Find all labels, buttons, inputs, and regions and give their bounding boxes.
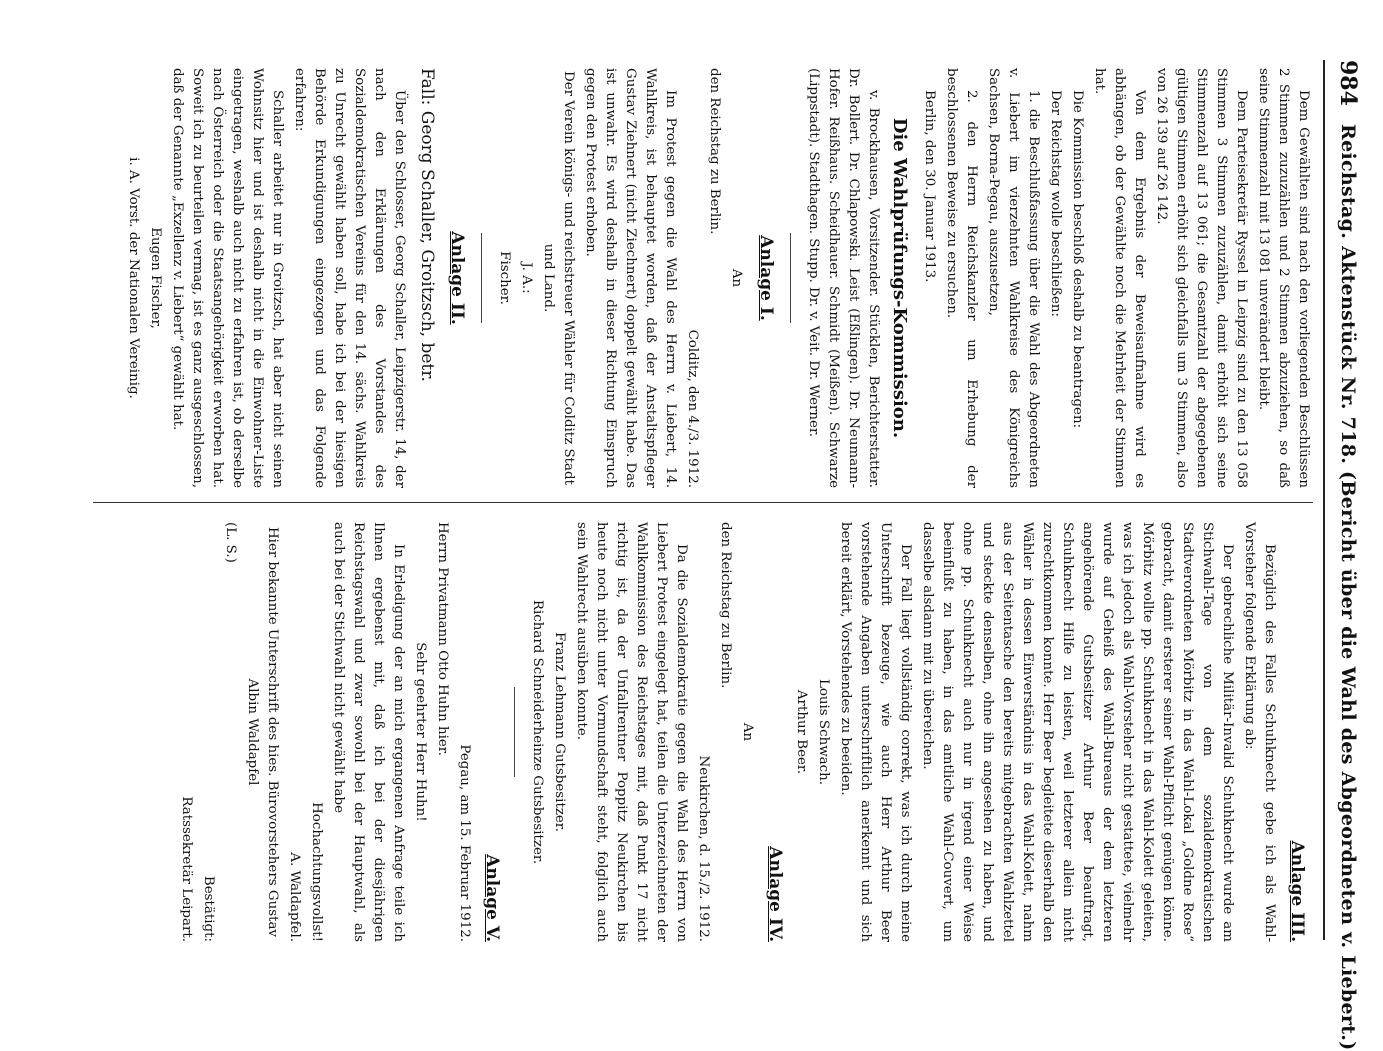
place-date: Pegau, am 15. Februar 1912. xyxy=(457,744,472,942)
attestation: Hier bekannte Unterschrift des hies. Bürovorstehers Gustav Albin Waldapfel xyxy=(245,526,280,937)
paragraph: Über den Schlosser, Georg Schaller, Leipzigerstr. 14, der nach den Erklärungen des Vorstandes des Sozialdemokratischen Vereins für den 14. sächs. Wahlkreis zu Unrecht gewählt haben soll, habe ich bei der hiesigen Behörde Erkundigungen eingezogen und das Folgende erfahren: xyxy=(292,68,407,488)
paragraph: Im Protest gegen die Wahl des Herrn v. Liebert, 14. Wahlkreis, ist behauptet worden, daß der Anstaltspfleger Gustav Ziehnert (nicht Ziechnert) doppelt gewählt habe. Das ist unwahr. Es wird deshalb in dieser Richtung Einspruch gegen den Protest erhoben. xyxy=(583,68,678,488)
address-an: An xyxy=(729,268,744,288)
signature: i. A. Vorst. der Nationalen Vereinig. xyxy=(126,157,141,399)
paragraph: Dem Gewählten sind nach den vorliegenden Beschlüssen 2 Stimmen zuzuzählen und 2 Stimmen abzuziehen, so daß seine Stimmenzahl mit 13 081 unverändert bleibt. xyxy=(1256,68,1311,488)
signature: Franz Lehmann Gutsbesitzer. xyxy=(552,631,567,832)
paragraph: Der Fall liegt vollständig correkt, was ich durch meine Unterschrift bezeuge, wie auch Herr Arthur Beer vorstehende Angaben unterschriftlich anerkennt und sich bereit erklärt, Vorstehendes zu beeiden. xyxy=(838,522,913,942)
anlage-3-heading: Anlage III. xyxy=(1287,840,1307,942)
signature: A. Waldapfel. xyxy=(287,852,302,942)
addressee: Herrn Privatmann Otto Huhn hier. xyxy=(435,522,450,756)
paragraph: Von dem Ergebnis der Beweisaufnahme wird es abhängen, ob der Gewählte noch die Mehrheit der Stimmen hat. xyxy=(1092,68,1147,488)
addressee: den Reichstag zu Berlin. xyxy=(718,522,733,689)
addressee: den Reichstag zu Berlin. xyxy=(707,68,722,235)
signature: Der Verein königs- und reichstreuer Wähler für Colditz Stadt und Land. xyxy=(541,70,576,485)
address-an: An xyxy=(740,722,755,742)
anlage-5-heading: Anlage V. xyxy=(482,854,502,942)
closing: Hochachtungsvollst! xyxy=(309,802,324,942)
seal-mark: (L. S.) xyxy=(223,522,238,563)
paragraph: Schaller arbeitet nur in Groitzsch, hat aber nicht seinen Wohnsitz hier und ist deshalb nicht in die Einwohner-Liste eingetragen, weshalb auch nicht zu erfahren ist, ob derselbe nach Österreich oder die Staatsangehörigkeit erworben hat. Soweit ich zu beurteilen vermag, ist es ganz ausgeschlossen, daß der Genannte „Exzellenz v. Liebert“ gewählt hat. xyxy=(170,68,285,488)
separator xyxy=(790,233,791,323)
paragraph: Da die Sozialdemokratie gegen die Wahl des Herrn von Liebert Protest eingelegt hat, teilen die Unterzeichneten der Wahlkommission des Reichstages mit, daß Punkt 17 nicht richtig ist, da der Unfallrentner Poppitz Neukirchen bis heute noch nicht unter Vormundschaft steht, folglich auch sein Wahlrecht ausüben konnte. xyxy=(574,522,689,942)
left-column xyxy=(121,68,1313,488)
salutation: Sehr geehrter Herr Huhn! xyxy=(413,642,428,822)
signature: Louis Schwach. xyxy=(816,678,831,786)
page-number: 984 xyxy=(1335,60,1361,106)
header-rule xyxy=(1323,60,1325,940)
place-date: Colditz, den 4./3. 1912. xyxy=(685,329,700,488)
paragraph: Der gebrechliche Militär-Invalid Schuhknecht wurde am Stichwahl-Tage von dem sozialdemokratischen Stadtverordneten Mörbitz in das Wahl-Lokal „Goldne Rose“ gebracht, damit ersterer seiner Wahl-Pflicht genügen könne. Mörbitz wollte pp. Schuhknecht in das Wahl-Kolett geleiten, was ich jedoch als Wahl-Vorsteher nicht gestattete, vielmehr wurde auf Geheiß des Wahl-Bureaus der dem letzteren angehörende Gutsbesitzer Arthur Beer beauftragt, Schuhknecht Hilfe zu leisten, weil letzterer allein nicht zurechtkommen konnte. Herr Beer begleitete dieserhalb den Wähler in dessen Einverständnis in das Wahl-Kolett, nahm aus der Seitentasche den bereits mitgebrachten Wahlzettel und steckte denselben, ohne ihn angesehen zu haben, und ohne pp. Schuhknecht auch nur in irgend einer Weise beeinflußt zu haben, in das amtliche Wahl-Couvert, um dasselbe alsdann mit zu übereichen. xyxy=(920,522,1235,942)
paragraph: Die Kommission beschloß deshalb zu beantragen: xyxy=(1070,90,1085,429)
place-date: Neukirchen, d. 15./2. 1912. xyxy=(696,755,711,942)
separator xyxy=(481,233,482,323)
commission-members: v. Brockhausen, Vorsitzender. Stücklen, Berichterstatter. Dr. Bollert. Dr. Chlapowski. Leist (Eßlingen). Dr. Neumann-Hofer. Reißhaus. Scheidhauer. Schmidt (Meißen). Schwarze (Lippstadt). Stadthagen. Stupp. Dr. v. Veit. Dr. Werner. xyxy=(806,68,881,488)
anlage-2-heading: Anlage II. xyxy=(447,231,467,325)
signature: J. A.: xyxy=(519,262,534,294)
page-header xyxy=(1331,60,1361,1051)
motion-item-2: 2. den Herrn Reichskanzler um Erhebung der beschlossenen Beweise zu ersuchen. xyxy=(944,68,979,488)
right-column xyxy=(174,522,1313,942)
signature: Eugen Fischer, xyxy=(148,227,163,329)
signature: Richard Schneiderheinze Gutsbesitzer. xyxy=(530,599,545,865)
column-divider xyxy=(93,502,1313,503)
signature: Ratssekretär Leipart. xyxy=(179,796,194,942)
paragraph: Der Reichstag wolle beschließen: xyxy=(1048,90,1063,318)
anlage-1-heading: Anlage I. xyxy=(756,235,776,321)
paragraph: Dem Parteisekretär Ryssel in Leipzig sind zu den 13 058 Stimmen 3 Stimmen zuzuzählen, damit erhöht sich seine Stimmenzahl auf 13 061; die Gesamtzahl der abgegebenen gültigen Stimmen erhöht sich gleichfalls um 3 Stimmen, also von 26 139 auf 26 142. xyxy=(1154,68,1249,488)
anlage-4-heading: Anlage IV. xyxy=(765,846,785,942)
confirmation: Bestätigt: xyxy=(201,875,216,942)
commission-title: Die Wahlprüfungs-Kommission. xyxy=(889,117,910,439)
case-title: Fall: Georg Schaller, Groitzsch, betr. xyxy=(417,68,437,382)
paragraph: In Erledigung der an mich ergangenen Anfrage teile ich Ihnen ergebenst mit, daß ich bei der diesjährigen Reichstagswahl und zwar sowohl bei der Hauptwahl, als auch bei der Stichwahl nicht gewählt habe xyxy=(331,522,406,942)
date-line: Berlin, den 30. Januar 1913. xyxy=(922,90,937,283)
running-title: Reichstag. Aktenstück Nr. 718. (Bericht über die Wahl des Abgeordneten v. Liebert.) xyxy=(1337,124,1359,1051)
signature: Fischer. xyxy=(497,251,512,305)
motion-item-1: 1. die Beschlußfassung über die Wahl des Abgeordneten v. Liebert im vierzehnten Wahlkreise des Königreichs Sachsen, Borna-Pegau, auszusetzen, xyxy=(986,68,1041,488)
signature: Arthur Beer. xyxy=(794,689,809,775)
paragraph: Bezüglich des Falles Schuhknecht gebe ich als Wahl-Vorsteher folgende Erklärung ab: xyxy=(1242,522,1277,942)
separator xyxy=(514,687,515,777)
